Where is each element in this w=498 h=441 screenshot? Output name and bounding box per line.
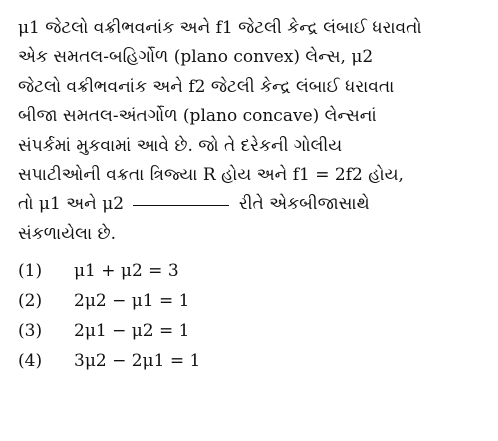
question-text xyxy=(18,14,486,249)
option-number: (1) xyxy=(18,261,43,282)
question-line: સંકળાયેલા છે. xyxy=(18,223,117,244)
option-expression: 3μ2 − 2μ1 = 1 xyxy=(74,351,201,372)
question-line: સંપર્કમાં મુકવામાં આવે છે. જો તે દરેકની ગોલીય xyxy=(18,135,343,156)
question-line-start: તો μ1 અને μ2 xyxy=(18,194,125,215)
option-number: (4) xyxy=(18,351,43,372)
option-number: (2) xyxy=(18,291,43,312)
question-line: જેટલો વક્રીભવનાંક અને f2 જેટલી કેન્દ્ર લંબાઈ ધરાવતા xyxy=(18,76,395,97)
question-line-end: રીતે એકબીજાસાથે xyxy=(238,194,370,215)
option-expression: 2μ1 − μ2 = 1 xyxy=(74,321,190,342)
option-2[interactable] xyxy=(18,291,486,321)
option-3[interactable] xyxy=(18,321,486,351)
answer-blank xyxy=(133,204,229,206)
option-expression: μ1 + μ2 = 3 xyxy=(74,261,179,282)
option-number: (3) xyxy=(18,321,43,342)
option-expression: 2μ2 − μ1 = 1 xyxy=(74,291,190,312)
question-line: બીજા સમતલ-અંતર્ગોળ (plano concave) લેન્સનાં xyxy=(18,106,377,127)
options-list xyxy=(18,261,486,381)
question-line: સપાટીઓની વક્રતા ત્રિજ્યા R હોય અને f1 = 2f2 હોય, xyxy=(18,165,404,186)
question-line: એક સમતલ-બહિર્ગોળ (plano convex) લેન્સ, μ2 xyxy=(18,47,374,68)
question-line: μ1 જેટલો વક્રીભવનાંક અને f1 જેટલી કેન્દ્ર લંબાઈ ધરાવતો xyxy=(18,18,422,38)
option-4[interactable] xyxy=(18,351,486,381)
option-1[interactable] xyxy=(18,261,486,291)
question-line-with-blank xyxy=(18,190,486,219)
